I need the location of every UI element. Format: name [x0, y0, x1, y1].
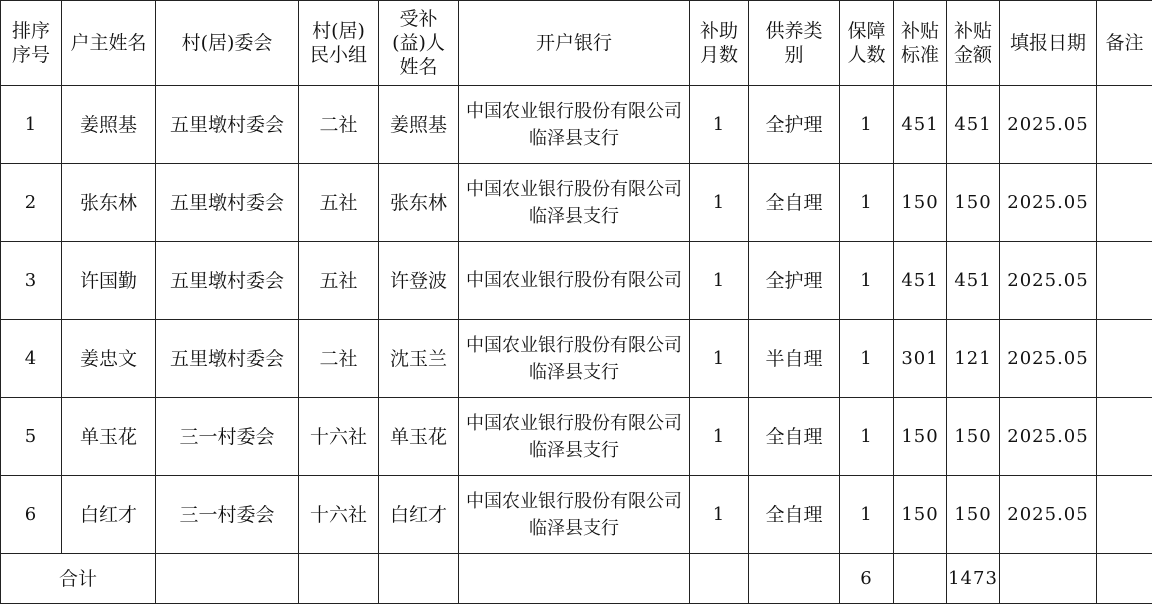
header-remark: 备注	[1097, 1, 1152, 86]
cell-head-name: 许国勤	[62, 242, 156, 320]
total-empty-care-type	[749, 554, 840, 604]
cell-group: 十六社	[299, 476, 379, 554]
table-row	[1, 242, 1152, 320]
cell-standard: 150	[894, 164, 947, 242]
cell-remark	[1097, 164, 1152, 242]
cell-recipient: 沈玉兰	[379, 320, 459, 398]
cell-bank: 中国农业银行股份有限公司临泽县支行	[459, 320, 690, 398]
header-recipient: 受补 (益)人 姓名	[379, 1, 459, 86]
cell-group: 五社	[299, 242, 379, 320]
cell-amount: 150	[947, 164, 1000, 242]
header-count: 保障 人数	[840, 1, 894, 86]
cell-count: 1	[840, 476, 894, 554]
cell-village: 五里墩村委会	[156, 86, 299, 164]
cell-recipient: 白红才	[379, 476, 459, 554]
cell-village: 三一村委会	[156, 398, 299, 476]
header-months: 补助 月数	[690, 1, 749, 86]
header-standard: 补贴 标准	[894, 1, 947, 86]
header-head-name: 户主姓名	[62, 1, 156, 86]
cell-months: 1	[690, 242, 749, 320]
cell-bank: 中国农业银行股份有限公司临泽县支行	[459, 398, 690, 476]
cell-seq: 2	[1, 164, 62, 242]
table-row	[1, 476, 1152, 554]
cell-date: 2025.05	[1000, 242, 1097, 320]
cell-amount: 451	[947, 86, 1000, 164]
cell-count: 1	[840, 320, 894, 398]
cell-date: 2025.05	[1000, 476, 1097, 554]
cell-care-type: 半自理	[749, 320, 840, 398]
cell-village: 三一村委会	[156, 476, 299, 554]
cell-months: 1	[690, 398, 749, 476]
header-village: 村(居)委会	[156, 1, 299, 86]
total-count: 6	[840, 554, 894, 604]
cell-bank: 中国农业银行股份有限公司临泽县支行	[459, 86, 690, 164]
header-group: 村(居) 民小组	[299, 1, 379, 86]
cell-care-type: 全护理	[749, 242, 840, 320]
cell-bank: 中国农业银行股份有限公司临泽县支行	[459, 164, 690, 242]
cell-amount: 150	[947, 476, 1000, 554]
header-care-type: 供养类 别	[749, 1, 840, 86]
cell-recipient: 许登波	[379, 242, 459, 320]
cell-amount: 451	[947, 242, 1000, 320]
cell-seq: 3	[1, 242, 62, 320]
total-empty-standard	[894, 554, 947, 604]
total-label: 合计	[1, 554, 156, 604]
total-empty-recipient	[379, 554, 459, 604]
cell-count: 1	[840, 86, 894, 164]
cell-date: 2025.05	[1000, 398, 1097, 476]
table-row	[1, 398, 1152, 476]
cell-seq: 5	[1, 398, 62, 476]
cell-count: 1	[840, 398, 894, 476]
cell-count: 1	[840, 242, 894, 320]
cell-recipient: 单玉花	[379, 398, 459, 476]
cell-care-type: 全自理	[749, 476, 840, 554]
cell-bank: 中国农业银行股份有限公司临泽县支行	[459, 476, 690, 554]
cell-remark	[1097, 476, 1152, 554]
cell-date: 2025.05	[1000, 164, 1097, 242]
cell-seq: 1	[1, 86, 62, 164]
total-amount: 1473	[947, 554, 1000, 604]
cell-care-type: 全自理	[749, 164, 840, 242]
cell-village: 五里墩村委会	[156, 320, 299, 398]
cell-group: 五社	[299, 164, 379, 242]
header-seq: 排序 序号	[1, 1, 62, 86]
cell-standard: 150	[894, 476, 947, 554]
table-row	[1, 164, 1152, 242]
total-empty-village	[156, 554, 299, 604]
cell-date: 2025.05	[1000, 320, 1097, 398]
cell-care-type: 全护理	[749, 86, 840, 164]
cell-seq: 4	[1, 320, 62, 398]
cell-group: 十六社	[299, 398, 379, 476]
cell-recipient: 张东林	[379, 164, 459, 242]
total-empty-remark	[1097, 554, 1152, 604]
total-empty-bank	[459, 554, 690, 604]
cell-head-name: 白红才	[62, 476, 156, 554]
cell-amount: 150	[947, 398, 1000, 476]
cell-months: 1	[690, 86, 749, 164]
cell-standard: 451	[894, 242, 947, 320]
cell-date: 2025.05	[1000, 86, 1097, 164]
cell-group: 二社	[299, 320, 379, 398]
cell-months: 1	[690, 476, 749, 554]
cell-recipient: 姜照基	[379, 86, 459, 164]
cell-remark	[1097, 320, 1152, 398]
cell-standard: 150	[894, 398, 947, 476]
cell-standard: 301	[894, 320, 947, 398]
cell-village: 五里墩村委会	[156, 242, 299, 320]
cell-count: 1	[840, 164, 894, 242]
cell-standard: 451	[894, 86, 947, 164]
header-date: 填报日期	[1000, 1, 1097, 86]
cell-care-type: 全自理	[749, 398, 840, 476]
cell-remark	[1097, 242, 1152, 320]
cell-remark	[1097, 398, 1152, 476]
cell-amount: 121	[947, 320, 1000, 398]
table-row	[1, 320, 1152, 398]
header-row	[1, 1, 1152, 86]
cell-head-name: 单玉花	[62, 398, 156, 476]
cell-bank: 中国农业银行股份有限公司	[459, 242, 690, 320]
cell-months: 1	[690, 320, 749, 398]
total-empty-date	[1000, 554, 1097, 604]
table-row	[1, 86, 1152, 164]
total-empty-group	[299, 554, 379, 604]
cell-head-name: 张东林	[62, 164, 156, 242]
cell-village: 五里墩村委会	[156, 164, 299, 242]
cell-remark	[1097, 86, 1152, 164]
header-bank: 开户银行	[459, 1, 690, 86]
cell-months: 1	[690, 164, 749, 242]
cell-head-name: 姜照基	[62, 86, 156, 164]
cell-group: 二社	[299, 86, 379, 164]
total-row	[1, 554, 1152, 604]
cell-seq: 6	[1, 476, 62, 554]
header-amount: 补贴 金额	[947, 1, 1000, 86]
total-empty-months	[690, 554, 749, 604]
cell-head-name: 姜忠文	[62, 320, 156, 398]
